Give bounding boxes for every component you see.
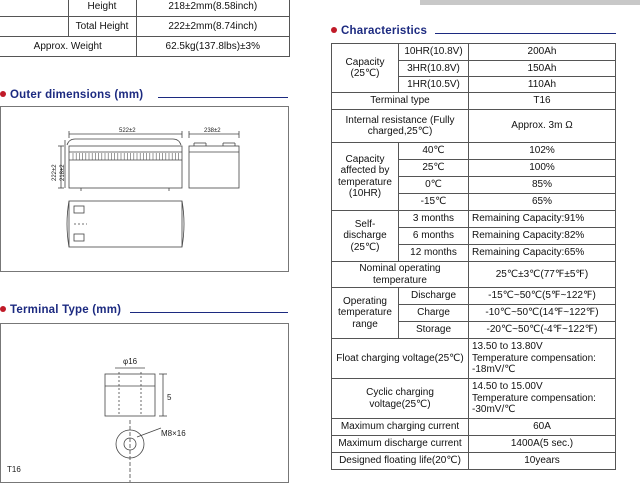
- table-row: [332, 453, 616, 470]
- operating-range: -15℃~50℃(5℉~122℉): [469, 288, 616, 305]
- capacity-value: 110Ah: [469, 77, 616, 93]
- float-voltage-label: Float charging voltage(25℃): [332, 339, 469, 379]
- period: 12 months: [399, 245, 469, 262]
- operating-mode: Charge: [399, 305, 469, 322]
- temp-capacity: 85%: [469, 177, 616, 194]
- terminal-depth: 5: [167, 393, 172, 402]
- max-discharge-value: 1400A(5 sec.): [469, 436, 616, 453]
- nominal-temp-label: Nominal operating temperature: [332, 262, 469, 288]
- characteristics-table: [331, 43, 616, 470]
- float-voltage-value: 13.50 to 13.80V Temperature compensation: -18mV/℃: [469, 339, 616, 379]
- max-discharge-label: Maximum discharge current: [332, 436, 469, 453]
- terminal-svg: [1, 324, 288, 482]
- terminal-bolt: M8×16: [161, 429, 186, 438]
- terminal-diameter: φ16: [123, 357, 138, 366]
- temp-value: 40℃: [399, 143, 469, 160]
- table-row: [332, 93, 616, 110]
- temp-capacity: 100%: [469, 160, 616, 177]
- period: 6 months: [399, 228, 469, 245]
- nominal-temp-value: 25℃±3℃(77℉±5℉): [469, 262, 616, 288]
- bullet-icon: [0, 91, 6, 97]
- dimension-value: 218±2mm(8.58inch): [136, 0, 290, 17]
- dimensions-table: [0, 0, 290, 57]
- length-dimension: 522±2: [119, 128, 136, 134]
- heading-rule: [158, 97, 288, 98]
- table-row: [332, 339, 616, 379]
- dimension-label: Total Height: [68, 17, 136, 37]
- dimension-value: 222±2mm(8.74inch): [136, 17, 290, 37]
- capacity-label: Capacity (25℃): [332, 44, 399, 93]
- table-row: [332, 110, 616, 143]
- dimension-value: 62.5kg(137.8lbs)±3%: [136, 37, 290, 57]
- table-row: [332, 44, 616, 61]
- outer-dimensions-drawing: [0, 106, 289, 272]
- remaining-capacity: Remaining Capacity:82%: [469, 228, 616, 245]
- resistance-label: Internal resistance (Fully charged,25℃): [332, 110, 469, 143]
- operating-mode: Discharge: [399, 288, 469, 305]
- temp-value: -15℃: [399, 194, 469, 211]
- table-row: [332, 379, 616, 419]
- total-height-dimension: 222±2: [52, 164, 58, 181]
- cyclic-voltage-value: 14.50 to 15.00V Temperature compensation: -30mV/℃: [469, 379, 616, 419]
- bullet-icon: [331, 27, 337, 33]
- operating-range: -20℃~50℃(-4℉~122℉): [469, 322, 616, 339]
- capacity-rate: 10HR(10.8V): [399, 44, 469, 61]
- table-row: [332, 436, 616, 453]
- outer-dimensions-heading: Outer dimensions (mm): [0, 89, 143, 103]
- cyclic-voltage-label: Cyclic charging voltage(25℃): [332, 379, 469, 419]
- outer-dimensions-svg: [1, 107, 288, 271]
- table-row: [0, 17, 290, 37]
- max-charge-label: Maximum charging current: [332, 419, 469, 436]
- floating-life-value: 10years: [469, 453, 616, 470]
- operating-temp-label: Operating temperature range: [332, 288, 399, 339]
- self-discharge-label: Self-discharge (25℃): [332, 211, 399, 262]
- period: 3 months: [399, 211, 469, 228]
- table-row: [332, 262, 616, 288]
- terminal-drawing: [0, 323, 289, 483]
- width-dimension: 238±2: [204, 128, 221, 134]
- resistance-value: Approx. 3m Ω: [469, 110, 616, 143]
- remaining-capacity: Remaining Capacity:91%: [469, 211, 616, 228]
- temp-value: 0℃: [399, 177, 469, 194]
- terminal-type-label: T16: [7, 465, 21, 474]
- table-row: [332, 143, 616, 160]
- capacity-value: 200Ah: [469, 44, 616, 61]
- terminal-type-label: Terminal type: [332, 93, 469, 110]
- dimension-label: Height: [68, 0, 136, 17]
- table-row: [332, 288, 616, 305]
- dimension-label: Approx. Weight: [0, 37, 136, 57]
- characteristics-heading: Characteristics: [331, 25, 427, 39]
- table-row: [0, 0, 290, 17]
- heading-rule: [435, 33, 616, 34]
- bullet-icon: [0, 306, 6, 312]
- temp-capacity: 102%: [469, 143, 616, 160]
- operating-range: -10℃~50℃(14℉~122℉): [469, 305, 616, 322]
- table-row: [0, 37, 290, 57]
- top-banner-strip: [420, 0, 640, 5]
- table-row: [332, 419, 616, 436]
- max-charge-value: 60A: [469, 419, 616, 436]
- height-dimension: 218±2: [60, 164, 66, 181]
- floating-life-label: Designed floating life(20℃): [332, 453, 469, 470]
- temp-value: 25℃: [399, 160, 469, 177]
- remaining-capacity: Remaining Capacity:65%: [469, 245, 616, 262]
- temp-capacity-label: Capacity affected by temperature (10HR): [332, 143, 399, 211]
- capacity-rate: 3HR(10.8V): [399, 61, 469, 77]
- terminal-type-heading: Terminal Type (mm): [0, 304, 121, 318]
- terminal-type-value: T16: [469, 93, 616, 110]
- operating-mode: Storage: [399, 322, 469, 339]
- capacity-value: 150Ah: [469, 61, 616, 77]
- capacity-rate: 1HR(10.5V): [399, 77, 469, 93]
- temp-capacity: 65%: [469, 194, 616, 211]
- heading-rule: [130, 312, 288, 313]
- table-row: [332, 211, 616, 228]
